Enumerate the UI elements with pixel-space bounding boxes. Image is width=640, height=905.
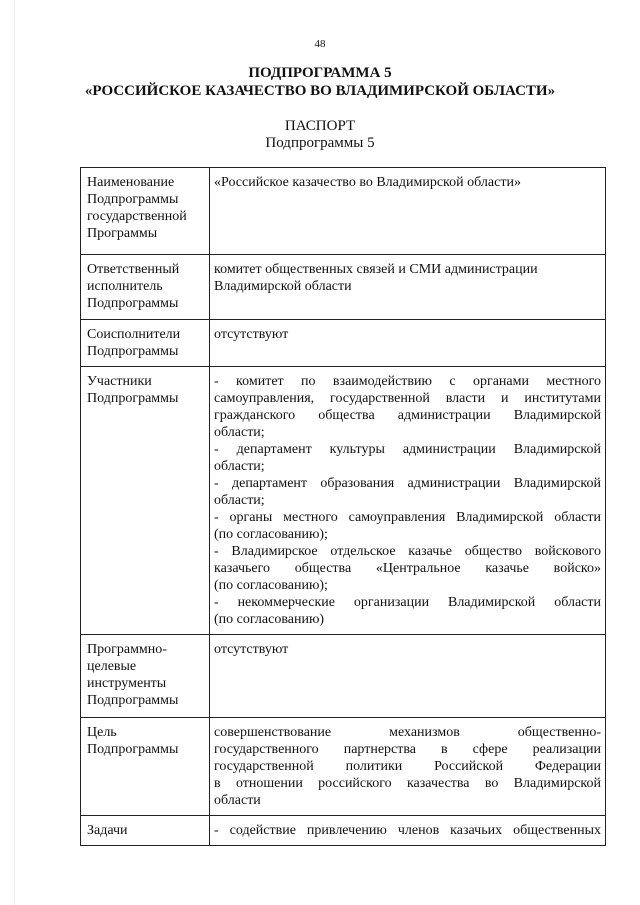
- value-line: отсутствуют: [214, 327, 289, 342]
- row-label: [81, 816, 210, 846]
- label-line: Подпрограммы: [87, 391, 179, 406]
- label-line: Подпрограммы: [87, 693, 179, 708]
- label-line: государственной: [87, 209, 187, 224]
- label-line: Ответственный: [87, 262, 180, 277]
- label-line: Цель: [87, 725, 117, 740]
- page-number: 48: [314, 38, 326, 50]
- table-row-goal: [81, 718, 606, 816]
- value-line: - Владимирское отдельское казачье общество войскового: [214, 544, 601, 559]
- value-line: (по согласованию): [214, 612, 325, 627]
- value-line: (по согласованию);: [214, 527, 328, 542]
- row-label: [81, 718, 210, 816]
- value-line: казачьего общества «Центральное казачье войско»: [214, 561, 601, 576]
- value-line: «Российское казачество во Владимирской области»: [214, 175, 521, 190]
- value-line: области;: [214, 459, 265, 474]
- label-line: Соисполнители: [87, 327, 181, 342]
- passport-heading: [0, 118, 640, 152]
- value-line: государственной политики Российской Федерации: [214, 759, 601, 774]
- value-line: области;: [214, 425, 265, 440]
- value-line: области: [214, 793, 261, 808]
- value-line: (по согласованию);: [214, 578, 328, 593]
- passport-subtitle: Подпрограммы 5: [265, 135, 375, 151]
- value-line: - комитет по взаимодействию с органами местного: [214, 374, 601, 389]
- passport-title: ПАСПОРТ: [284, 118, 356, 134]
- value-line: - департамент образования администрации Владимирской: [214, 476, 601, 491]
- label-line: Программы: [87, 226, 158, 241]
- table-row-name: [81, 168, 606, 255]
- value-line: области;: [214, 493, 265, 508]
- document-title: [0, 64, 640, 100]
- value-line: в отношении российского казачества во Владимирской: [214, 776, 601, 791]
- passport-table: [80, 167, 606, 846]
- label-line: Подпрограммы: [87, 742, 179, 757]
- label-line: Подпрограммы: [87, 344, 179, 359]
- row-value: [210, 718, 606, 816]
- value-line: - департамент культуры администрации Владимирской: [214, 442, 601, 457]
- row-label: [81, 168, 210, 255]
- row-value: [210, 255, 606, 320]
- row-value: [210, 816, 606, 846]
- label-line: Участники: [87, 374, 152, 389]
- value-line: Владимирской области: [214, 279, 352, 294]
- row-value: [210, 168, 606, 255]
- row-label: [81, 255, 210, 320]
- value-line: самоуправления, государственной власти и институтами: [214, 391, 601, 406]
- value-line: - содействие привлечению членов казачьих общественных: [214, 823, 601, 838]
- label-line: Задачи: [87, 823, 128, 838]
- row-label: [81, 320, 210, 367]
- label-line: исполнитель: [87, 279, 163, 294]
- value-line: - органы местного самоуправления Владимирской области: [214, 510, 601, 525]
- label-line: Программно-: [87, 642, 167, 657]
- value-line: отсутствуют: [214, 642, 289, 657]
- table-row-responsible: [81, 255, 606, 320]
- row-label: [81, 367, 210, 635]
- table-row-tasks: [81, 816, 606, 846]
- row-value: [210, 635, 606, 718]
- row-label: [81, 635, 210, 718]
- table-row-instruments: [81, 635, 606, 718]
- value-line: - некоммерческие организации Владимирской области: [214, 595, 601, 610]
- label-line: Наименование: [87, 175, 175, 190]
- value-line: совершенствование механизмов общественно-: [214, 725, 601, 740]
- row-value: [210, 320, 606, 367]
- value-line: гражданского общества администрации Владимирской: [214, 408, 601, 423]
- row-value: [210, 367, 606, 635]
- title-line-2: «РОССИЙСКОЕ КАЗАЧЕСТВО ВО ВЛАДИМИРСКОЙ ОБЛАСТИ»: [84, 83, 556, 99]
- label-line: Подпрограммы: [87, 296, 179, 311]
- value-line: комитет общественных связей и СМИ администрации: [214, 262, 538, 277]
- label-line: Подпрограммы: [87, 192, 179, 207]
- label-line: инструменты: [87, 676, 167, 691]
- table-row-coexecutors: [81, 320, 606, 367]
- label-line: целевые: [87, 659, 137, 674]
- value-line: государственного партнерства в сфере реализации: [214, 742, 601, 757]
- title-line-1: ПОДПРОГРАММА 5: [248, 65, 392, 81]
- table-row-participants: [81, 367, 606, 635]
